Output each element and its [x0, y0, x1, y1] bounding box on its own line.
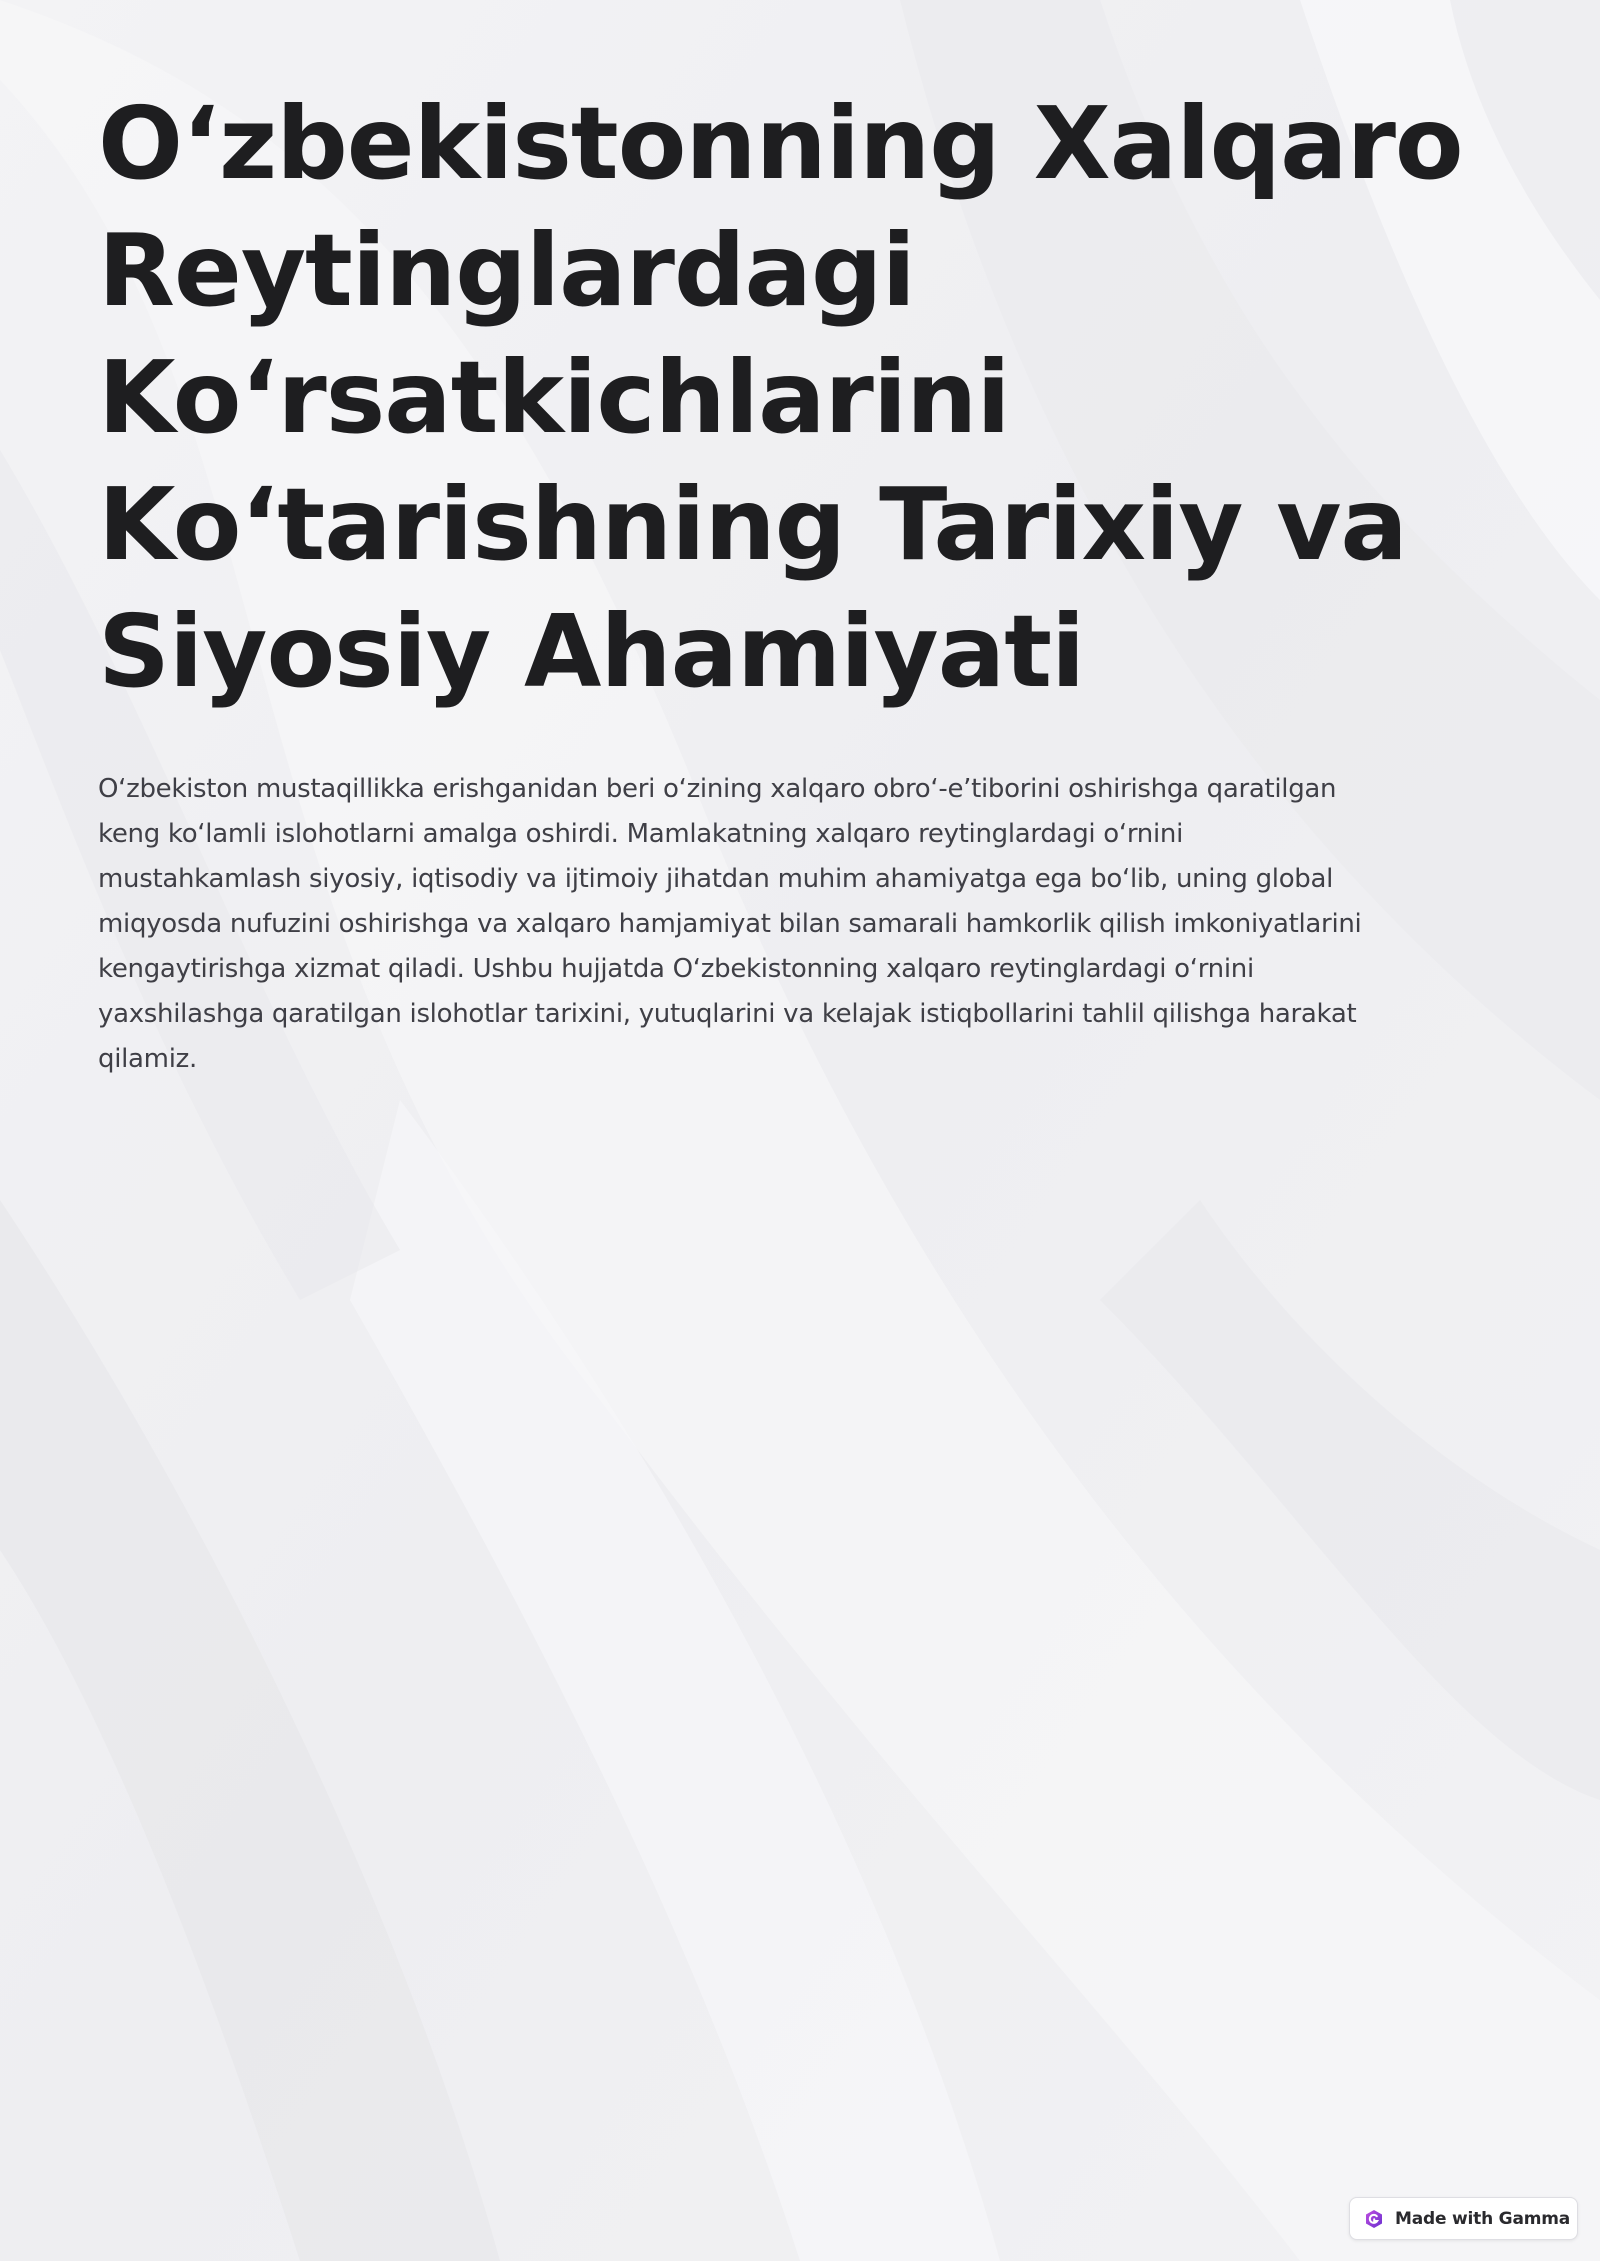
- intro-line: miqyosda nufuzini oshirishga va xalqaro hamjamiyat bilan samarali hamkorlik qilish imkoniyatlarini: [98, 909, 1362, 939]
- title-line: Ko‘rsatkichlarini: [98, 339, 1010, 456]
- title-line: Ko‘tarishning Tarixiy va: [98, 466, 1407, 583]
- page-title: [98, 80, 1498, 715]
- intro-line: yaxshilashga qaratilgan islohotlar tarixini, yutuqlarini va kelajak istiqbollarini tahlil qilishga harakat: [98, 999, 1357, 1029]
- intro-line: keng ko‘lamli islohotlarni amalga oshirdi. Mamlakatning xalqaro reytinglardagi o‘rnini: [98, 819, 1183, 849]
- made-with-gamma-badge[interactable]: [1349, 2197, 1578, 2240]
- intro-line: kengaytirishga xizmat qiladi. Ushbu hujjatda O‘zbekistonning xalqaro reytinglardagi o‘rnini: [98, 954, 1254, 984]
- intro-line: mustahkamlash siyosiy, iqtisodiy va ijtimoiy jihatdan muhim ahamiyatga ega bo‘lib, uning global: [98, 864, 1334, 894]
- title-line: Reytinglardagi: [98, 212, 915, 329]
- intro-line: O‘zbekiston mustaqillikka erishganidan beri o‘zining xalqaro obro‘-e’tiborini oshirishga qaratilgan: [98, 774, 1337, 804]
- intro-line: qilamiz.: [98, 1044, 197, 1074]
- gamma-logo-icon: [1364, 2209, 1384, 2229]
- title-line: O‘zbekistonning Xalqaro: [98, 85, 1463, 202]
- title-line: Siyosiy Ahamiyati: [98, 593, 1085, 710]
- badge-label: Made with Gamma: [1395, 2208, 1571, 2229]
- intro-paragraph: [98, 767, 1478, 1082]
- document-content: [98, 80, 1498, 1082]
